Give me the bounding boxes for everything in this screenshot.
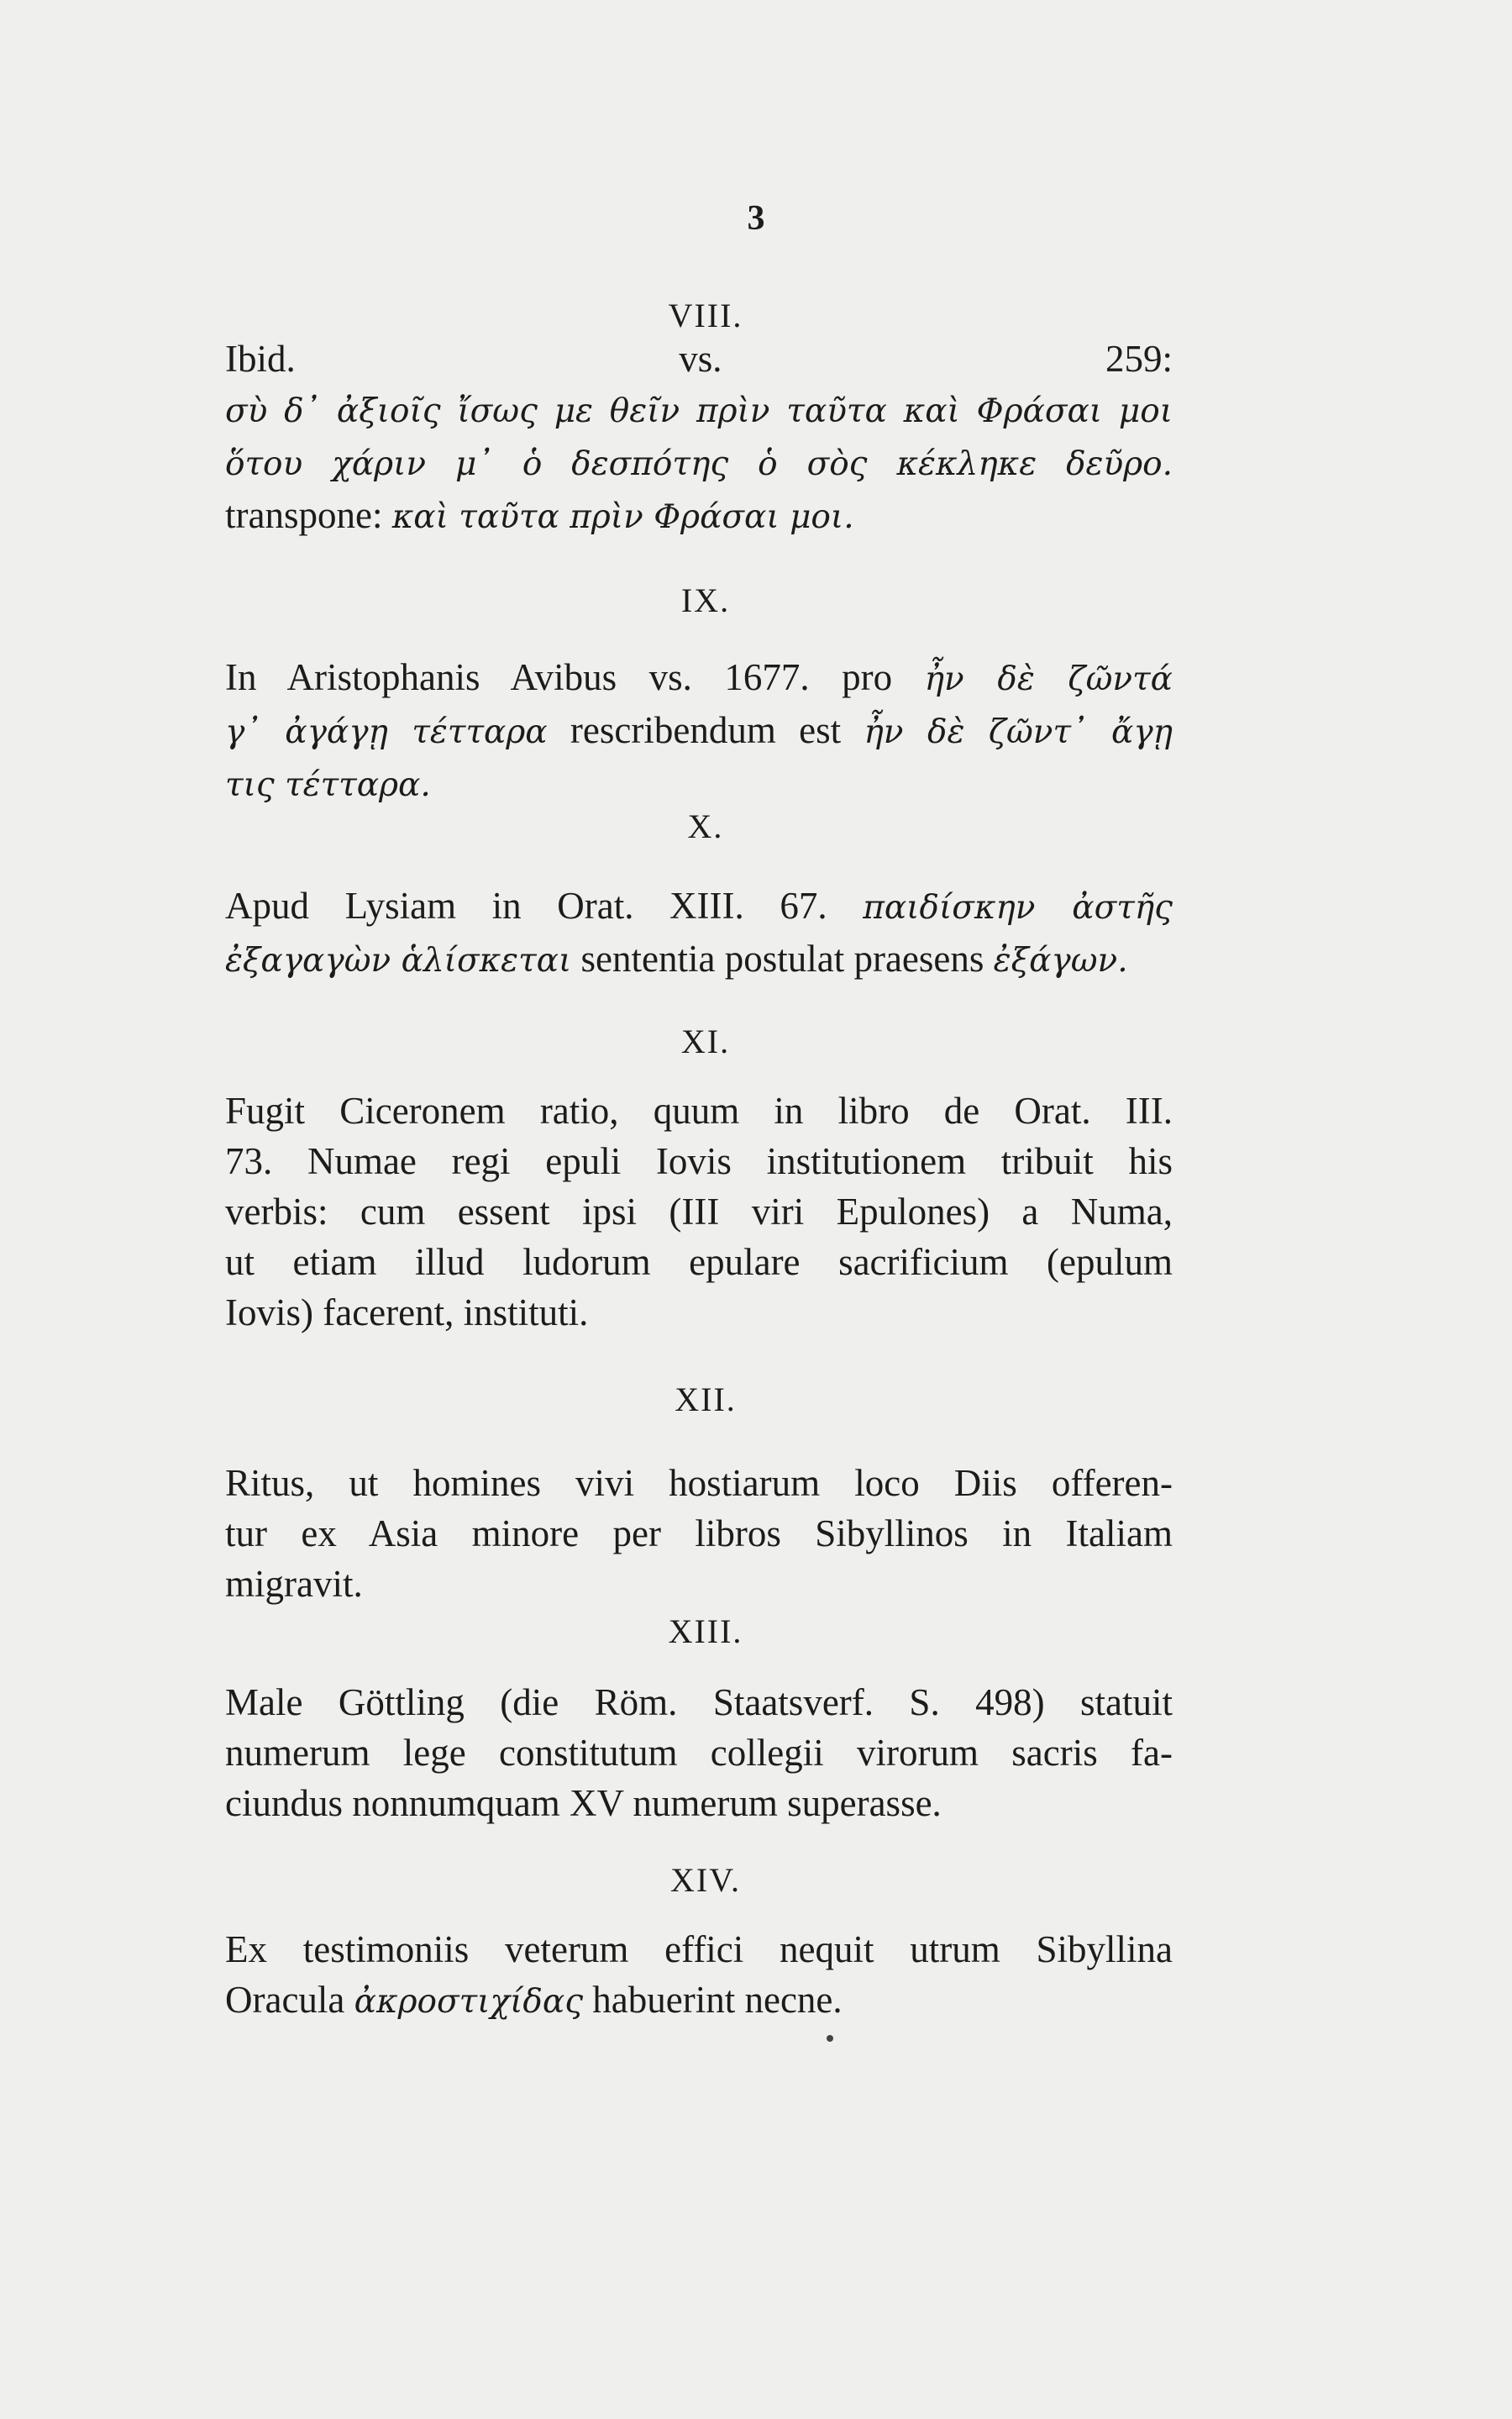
text-line bbox=[225, 1924, 1173, 1975]
section-heading-viii: VIII. bbox=[668, 297, 743, 334]
latin-text: Oracula bbox=[225, 1979, 354, 2021]
latin-text: In Aristophanis Avibus vs. 1677. pro bbox=[225, 656, 925, 698]
text-line bbox=[225, 933, 1173, 986]
latin-text: transpone: bbox=[225, 494, 392, 536]
text-line bbox=[225, 1136, 1173, 1186]
latin-text: ut etiam illud ludorum epulare sacrificium (epulum bbox=[225, 1241, 1173, 1283]
latin-text: Iovis) facerent, instituti. bbox=[225, 1291, 589, 1333]
latin-text: Ex testimoniis veterum effici nequit utrum Sibyllina bbox=[225, 1928, 1173, 1970]
section-heading-xiv: XIV. bbox=[670, 1861, 741, 1899]
text-line bbox=[225, 1086, 1173, 1136]
text-line bbox=[225, 334, 1173, 384]
page-number: 3 bbox=[747, 199, 765, 238]
text-line bbox=[225, 384, 1173, 437]
greek-text: ἐξαγαγὼν ἁλίσκεται bbox=[225, 942, 572, 980]
latin-text: migravit. bbox=[225, 1563, 363, 1605]
latin-text: habuerint necne. bbox=[583, 1979, 843, 2021]
text-line bbox=[225, 1508, 1173, 1559]
latin-text: rescribendum est bbox=[547, 709, 864, 751]
latin-text: Ibid. vs. 259: bbox=[225, 338, 1173, 380]
latin-text: Fugit Ciceronem ratio, quum in libro de Orat. III. bbox=[225, 1090, 1173, 1132]
section-heading-xii: XII. bbox=[675, 1380, 737, 1418]
section-text-viii bbox=[225, 334, 1173, 543]
greek-text: τις τέτταρα. bbox=[225, 766, 431, 804]
latin-text: Apud Lysiam in Orat. XIII. 67. bbox=[225, 885, 864, 927]
text-line bbox=[225, 705, 1173, 758]
section-heading-ix: IX. bbox=[680, 581, 731, 619]
greek-text: ἦν δὲ ζῶντά bbox=[924, 660, 1173, 698]
section-heading-xiii: XIII. bbox=[668, 1612, 743, 1650]
greek-text: παιδίσκην ἀστῆς bbox=[863, 889, 1173, 927]
greek-text: γ᾽ ἀγάγῃ τέτταρα bbox=[225, 713, 548, 751]
text-line bbox=[225, 1237, 1173, 1287]
printer-mark-dot bbox=[827, 2035, 833, 2042]
latin-text: Ritus, ut homines vivi hostiarum loco Diis offeren- bbox=[225, 1462, 1173, 1504]
latin-text: numerum lege constitutum collegii virorum sacris fa- bbox=[225, 1732, 1173, 1774]
latin-text: Male Göttling (die Röm. Staatsverf. S. 498) statuit bbox=[225, 1681, 1173, 1723]
section-text-ix bbox=[225, 652, 1173, 811]
text-line bbox=[225, 437, 1173, 490]
greek-text: ἦν δὲ ζῶντ᾽ ἄγῃ bbox=[864, 713, 1173, 751]
greek-text: καὶ ταῦτα πρὶν Φράσαι μοι. bbox=[391, 498, 854, 536]
latin-text: tur ex Asia minore per libros Sibyllinos in Italiam bbox=[225, 1512, 1173, 1554]
section-text-xi bbox=[225, 1086, 1173, 1338]
text-line bbox=[225, 881, 1173, 933]
text-line bbox=[225, 1677, 1173, 1727]
section-heading-xi: XI. bbox=[680, 1023, 731, 1060]
text-line bbox=[225, 1778, 1173, 1828]
greek-text: ἀκροστιχίδας bbox=[354, 1983, 584, 2021]
text-line bbox=[225, 1186, 1173, 1237]
text-line bbox=[225, 1727, 1173, 1778]
text-line bbox=[225, 1559, 1173, 1609]
section-text-xii bbox=[225, 1458, 1173, 1609]
text-line bbox=[225, 652, 1173, 705]
text-line bbox=[225, 1458, 1173, 1508]
greek-text: ἐξάγων. bbox=[993, 942, 1128, 980]
text-line bbox=[225, 490, 1173, 543]
section-text-xiii bbox=[225, 1677, 1173, 1828]
text-line bbox=[225, 1975, 1173, 2027]
latin-text: verbis: cum essent ipsi (III viri Epulones) a Numa, bbox=[225, 1191, 1173, 1233]
section-heading-x: X. bbox=[687, 807, 724, 845]
section-text-xiv bbox=[225, 1924, 1173, 2027]
greek-text: σὺ δ᾽ ἀξιοῖς ἴσως με θεῖν πρὶν ταῦτα καὶ Φράσαι μοι bbox=[225, 392, 1173, 430]
latin-text: ciundus nonnumquam XV numerum superasse. bbox=[225, 1782, 942, 1824]
latin-text: 73. Numae regi epuli Iovis institutionem tribuit his bbox=[225, 1140, 1173, 1182]
text-line bbox=[225, 758, 1173, 811]
greek-text: ὅτου χάριν μ᾽ ὁ δεσπότης ὁ σὸς κέκληκε δεῦρο. bbox=[225, 445, 1173, 483]
text-line bbox=[225, 1287, 1173, 1338]
latin-text: sententia postulat praesens bbox=[571, 938, 994, 980]
section-text-x bbox=[225, 881, 1173, 986]
